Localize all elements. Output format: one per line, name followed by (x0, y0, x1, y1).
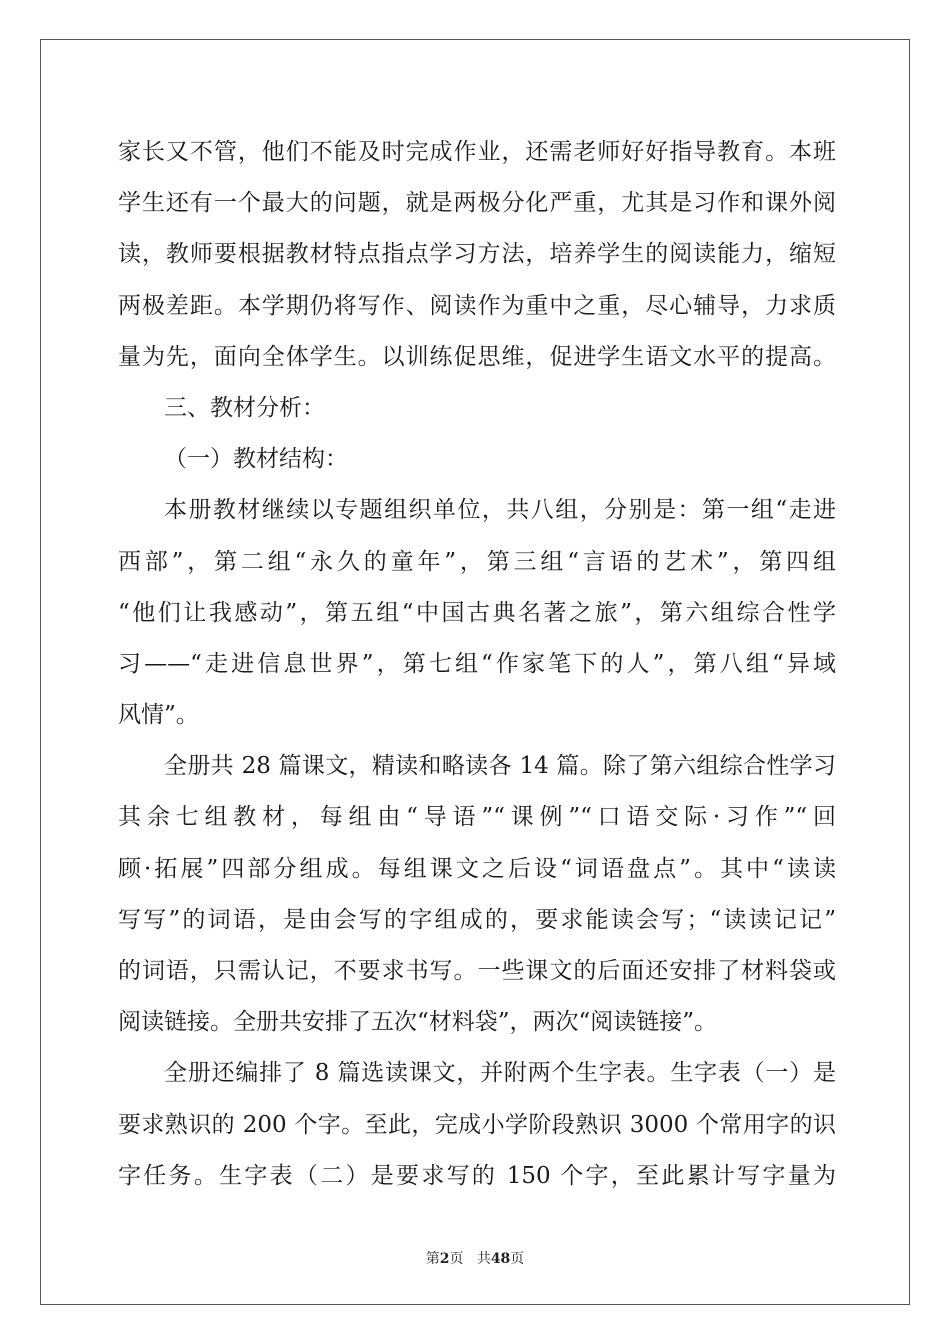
text-line-19: 全册还编排了 8 篇选读课文，并附两个生字表。生字表（一）是 (164, 1060, 836, 1087)
text-line-10: “他们让我感动”，第五组“中国古典名著之旅”，第六组综合性学 (118, 599, 836, 626)
text-line-8: 本册教材继续以专题组织单位，共八组，分别是：第一组“走进 (164, 497, 836, 524)
page-number: 2 (439, 1251, 450, 1267)
page-footer (0, 1248, 950, 1268)
text-line-15: 顾·拓展”四部分组成。每组课文之后设“词语盘点”。其中“读读 (118, 855, 836, 882)
total-prefix: 共 (476, 1251, 491, 1267)
page-suffix: 页 (449, 1251, 464, 1267)
document-body (118, 127, 836, 1202)
page-prefix: 第 (425, 1251, 440, 1267)
text-line-20: 要求熟识的 200 个字。至此，完成小学阶段熟识 3000 个常用字的识 (118, 1111, 836, 1138)
total-pages: 48 (490, 1251, 511, 1267)
total-suffix: 页 (510, 1251, 525, 1267)
text-line-5: 量为先，面向全体学生。以训练促思维，促进学生语文水平的提高。 (118, 343, 836, 370)
text-line-17: 的词语，只需认记，不要求书写。一些课文的后面还安排了材料袋或 (118, 958, 836, 984)
text-line-11: 习——“走进信息世界”，第七组“作家笔下的人”，第八组“异域 (118, 650, 836, 677)
text-line-1: 家长又不管，他们不能及时完成作业，还需老师好好指导教育。本班 (118, 139, 836, 165)
text-line-16: 写写”的词语，是由会写的字组成的，要求能读会写；“读读记记” (118, 906, 836, 933)
text-line-9: 西部”，第二组“永久的童年”，第三组“言语的艺术”，第四组 (118, 548, 836, 575)
text-line-4: 两极差距。本学期仍将写作、阅读作为重中之重，尽心辅导，力求质 (118, 292, 836, 319)
text-line-13: 全册共 28 篇课文，精读和略读各 14 篇。除了第六组综合性学习 (164, 753, 836, 780)
text-line-14: 其余七组教材，每组由“导语”“课例”“口语交际·习作”“回 (118, 804, 836, 831)
text-line-21: 字任务。生字表（二）是要求写的 150 个字，至此累计写字量为 (118, 1162, 836, 1189)
text-line-2: 学生还有一个最大的问题，就是两极分化严重，尤其是习作和课外阅 (118, 190, 836, 217)
text-line-12: 风情”。 (118, 702, 199, 729)
section-heading: 三、教材分析： (164, 394, 325, 421)
text-line-3: 读，教师要根据教材特点指点学习方法，培养学生的阅读能力，缩短 (118, 241, 836, 268)
text-line-18: 阅读链接。全册共安排了五次“材料袋”，两次“阅读链接”。 (118, 1009, 718, 1036)
subsection-heading: （一）教材结构： (164, 446, 348, 473)
